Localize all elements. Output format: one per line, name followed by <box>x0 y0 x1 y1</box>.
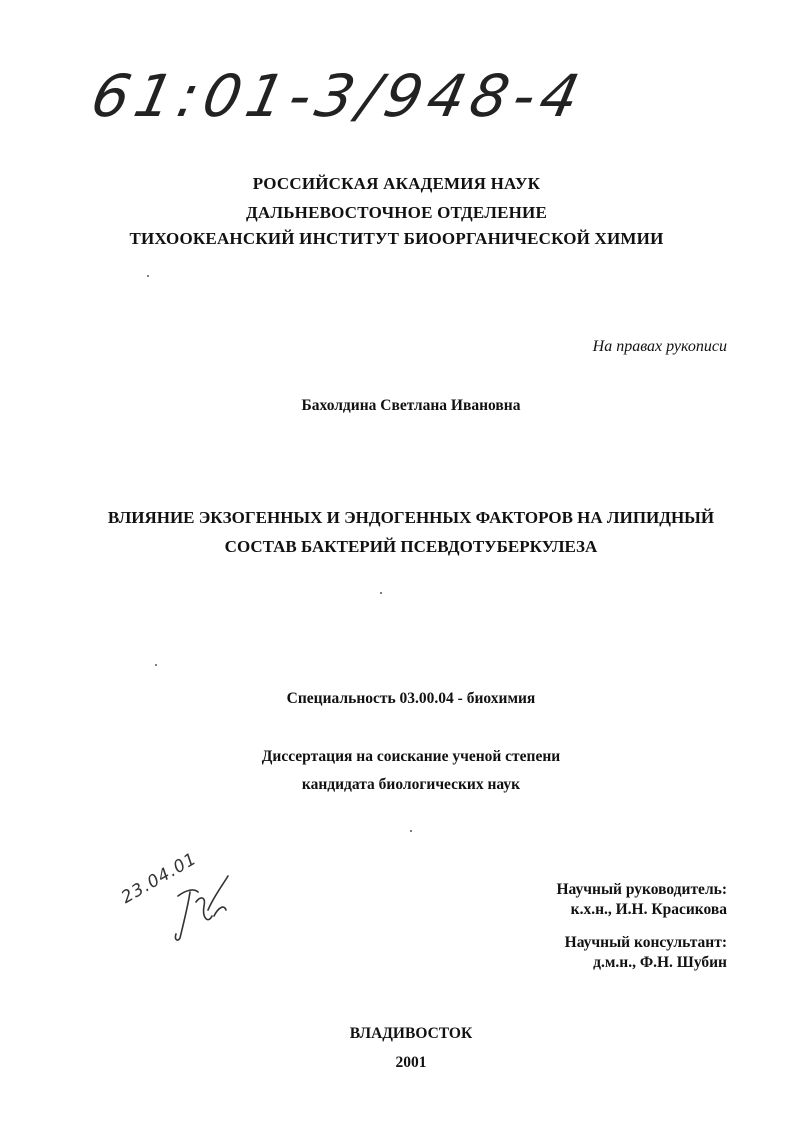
specialty: Специальность 03.00.04 - биохимия <box>286 690 536 707</box>
title-line-2: СОСТАВ БАКТЕРИЙ ПСЕВДОТУБЕРКУЛЕЗА <box>224 537 598 556</box>
header-institute: ТИХООКЕАНСКИЙ ИНСТИТУТ БИООРГАНИЧЕСКОЙ ХИМИИ <box>129 229 664 248</box>
dissertation-title <box>0 503 793 561</box>
year: 2001 <box>395 1054 427 1071</box>
scan-speck <box>155 664 157 666</box>
supervisor-name: к.х.н., И.Н. Красикова <box>570 901 727 918</box>
header-branch: ДАЛЬНЕВОСТОЧНОЕ ОТДЕЛЕНИЕ <box>245 203 547 222</box>
supervisor-label: Научный руководитель: <box>556 881 727 898</box>
degree-line-1: Диссертация на соискание ученой степени <box>261 748 561 765</box>
handwritten-date: 23.04.01 <box>118 848 201 908</box>
degree-statement <box>0 743 793 799</box>
consultant-name: д.м.н., Ф.Н. Шубин <box>593 954 727 971</box>
title-line-1: ВЛИЯНИЕ ЭКЗОГЕННЫХ И ЭНДОГЕННЫХ ФАКТОРОВ НА ЛИПИДНЫЙ <box>107 508 715 527</box>
handwritten-signature <box>168 866 238 946</box>
manuscript-note: На правах рукописи <box>592 338 727 355</box>
degree-line-2: кандидата биологических наук <box>301 776 521 793</box>
scan-speck <box>147 275 149 277</box>
handwritten-catalog-number: 61:01-3/948-4 <box>85 62 592 130</box>
consultant-block <box>565 933 727 973</box>
consultant-label: Научный консультант: <box>564 934 727 951</box>
supervisor-block <box>557 880 728 920</box>
scan-speck <box>380 592 382 594</box>
header-academy: РОССИЙСКАЯ АКАДЕМИЯ НАУК <box>252 174 541 193</box>
city: ВЛАДИВОСТОК <box>349 1025 473 1042</box>
scan-speck <box>410 830 412 832</box>
author-name: Бахолдина Светлана Ивановна <box>301 397 521 414</box>
